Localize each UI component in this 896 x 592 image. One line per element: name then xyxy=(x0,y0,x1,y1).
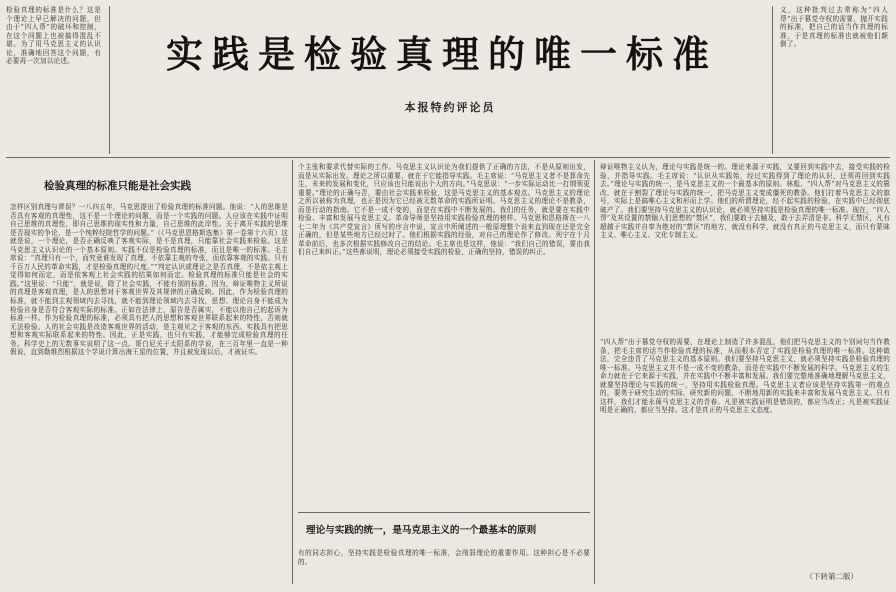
rule-under-title xyxy=(6,157,890,158)
right-column-body: “四人帮”出于篡党夺权的需要，在理论上制造了许多混乱，他们把马克思主义的个别词句当作教条，把毛主席的话当作检验真理的标准，从而根本否定了实践是检验真理的唯一标准。这种做法，完全违背了马克思主义的基本原则。我们要坚持马克思主义，就必须坚持实践是检验真理的唯一标准。马克思主义并不是一成不变的教条，而是在实践中不断发展的科学。马克思主义的生命力就在于它来源于实践，并在实践中不断丰富和发展。我们要完整地准确地理解马克思主义，就要坚持理论与实践的统一，坚持用实践检验真理。马克思主义者应该是坚持实践第一的观点的，要勇于研究生动的实际，研究新的问题，不断地用新的实践来丰富和发展马克思主义。只有这样，我们才能永葆马克思主义的青春。凡是被实践证明是错误的，都应当改正；凡是被实践证明是正确的，都应当坚持。这才是真正的马克思主义态度。 xyxy=(600,338,890,415)
column-rule-top-right xyxy=(772,6,773,154)
left-column-body: 怎样区别真理与谬误？一八四五年，马克思提出了检验真理的标准问题。他说：“人的思维是否具有客观的真理性，这不是一个理论的问题，而是一个实践的问题。人应该在实践中证明自己思维的真理性，即自己思维的现实性和力量，自己思维的此岸性。关于离开实践的思维是否现实的争论，是一个纯粹经院哲学的问题。”（《马克思恩格斯选集》第一卷第十六页）这就是说，一个理论，是否正确反映了客观实际，是不是真理，只能靠社会实践来检验。这是马克思主义认识论的一个基本原则。实践不仅是检验真理的标准，而且是唯一的标准。毛主席说：“真理只有一个，而究竟谁发现了真理，不依靠主观的夸张，而依靠客观的实践。只有千百万人民的革命实践，才是检验真理的尺度。”“判定认识或理论之是否真理，不是依主观上觉得如何而定，而是依客观上社会实践的结果如何而定。检验真理的标准只能是社会的实践。”这里说：“只能”，就是说，除了社会实践，不能有别的标准。因为，辩证唯物主义所说的真理是客观真理，是人的思想对于客观世界及其规律的正确反映。因此，作为检验真理的标准，就不能到主观领域内去寻找，就不能到理论领域内去寻找，思想、理论自身不能成为检验自身是否符合客观实际的标准。正如在法律上，原告是否属实，不能以他自己的起诉为标准一样。作为检验真理的标准，必须具有把人的思想和客观世界联系起来的特性，否则就无法检验。人的社会实践是改造客观世界的活动，是主观见之于客观的东西。实践具有把思想和客观实际联系起来的特性。因此，正是实践，也只有实践，才能够完成检验真理的任务。科学史上的无数事实说明了这一点。哥白尼关于太阳系的学说，在三百年里一直是一种假说，直到勒维烈根据这个学说计算出海王星的位置，并且被发现以后，才被证实。 xyxy=(10,203,288,357)
rule-above-heading-2 xyxy=(298,512,590,513)
column-rule-top-left xyxy=(109,6,110,154)
section-heading-1: 检验真理的标准只能是社会实践 xyxy=(44,180,191,192)
byline: 本报特约评论员 xyxy=(404,101,496,114)
right-column-top: 辩证唯物主义认为，理论与实践是统一的。理论来源于实践，又要回到实践中去，接受实践的检验，并指导实践。毛主席说：“认识从实践始，经过实践得到了理论的认识，还须再回到实践去。”理论与实践的统一，是马克思主义的一个最基本的原则。林彪、“四人帮”对马克思主义的篡改，就在于割裂了理论与实践的统一，把马克思主义变成僵死的教条。他们打着马克思主义的旗号，实际上是搞唯心主义和形而上学。他们的所谓理论，经不起实践的检验，在实践中已经彻底破产了。我们要坚持马克思主义的认识论，就必须坚持实践是检验真理的唯一标准。现在，“四人帮”及其设置的禁锢人们思想的“禁区”，我们要敢于去触及，敢于去弄清是非。科学无禁区，凡有超越于实践并自奉为绝对的“禁区”的地方，就没有科学，就没有真正的马克思主义，而只有蒙昧主义、唯心主义、文化专制主义。 xyxy=(600,163,890,240)
headline: 实践是检验真理的唯一标准 xyxy=(166,33,718,76)
column-rule-right xyxy=(594,160,595,584)
top-left-column: 检验真理的标准是什么？这是个理论上早已解决的问题，但由于“四人帮”的破坏和控制，在这个问题上也被搞得混乱不堪。为了用马克思主义的认识论，准确地回答这个问题，有必要再一次加以论述。 xyxy=(6,6,101,66)
continued-note: （下转第二版） xyxy=(805,572,858,581)
middle-column-body: 个主张和要求代替实际的工作。马克思主义认识论为我们提供了正确的方法，不是从原则出发，而是从实际出发。理论之所以重要，就在于它能指导实践。毛主席说：“马克思主义者不是算命先生，未来的发展和变化，只应该也只能说出个大的方向。”马克思说：“一步实际运动比一打纲领更重要。”理论的正确与否，要由社会实践来检验，这是马克思主义的基本观点。马克思主义的理论之所以被称为真理，也正是因为它已经被无数革命的实践所证明。马克思主义的理论不是教条，而是行动的指南。它不是一成不变的，而是在实践中不断发展的。我们的任务，就是要在实践中检验、丰富和发展马克思主义。革命导师是坚持用实践检验真理的榜样。马克思和恩格斯在一八七二年为《共产党宣言》所写的序言中说，宣言中所阐述的一般原理整个说来直到现在还是完全正确的，但是某些地方已经过时了。他们根据实践的经验，对自己的理论作了修改。列宁在十月革命前后，也多次根据实践修改自己的结论。毛主席也是这样，他说：“我们自己的错误，要由我们自己来纠正。”这些都说明，理论必须接受实践的检验，正确的坚持，错误的纠正。 xyxy=(298,163,590,257)
top-right-column: 义，这种批判过去常称为“四人帮”出于篡党夺权的需要，抛开实践的标准，把自己的话当作真理的标准，于是真理的标准也就被他们颠倒了。 xyxy=(780,6,888,49)
column-rule-left xyxy=(292,160,293,584)
section-heading-2: 理论与实践的统一，是马克思主义的一个最基本的原则 xyxy=(306,525,537,536)
middle-column-bottom-text: 有的同志担心，坚持实践是检验真理的唯一标准，会削弱理论的重要作用。这种担心是不必要的。 xyxy=(298,549,590,566)
